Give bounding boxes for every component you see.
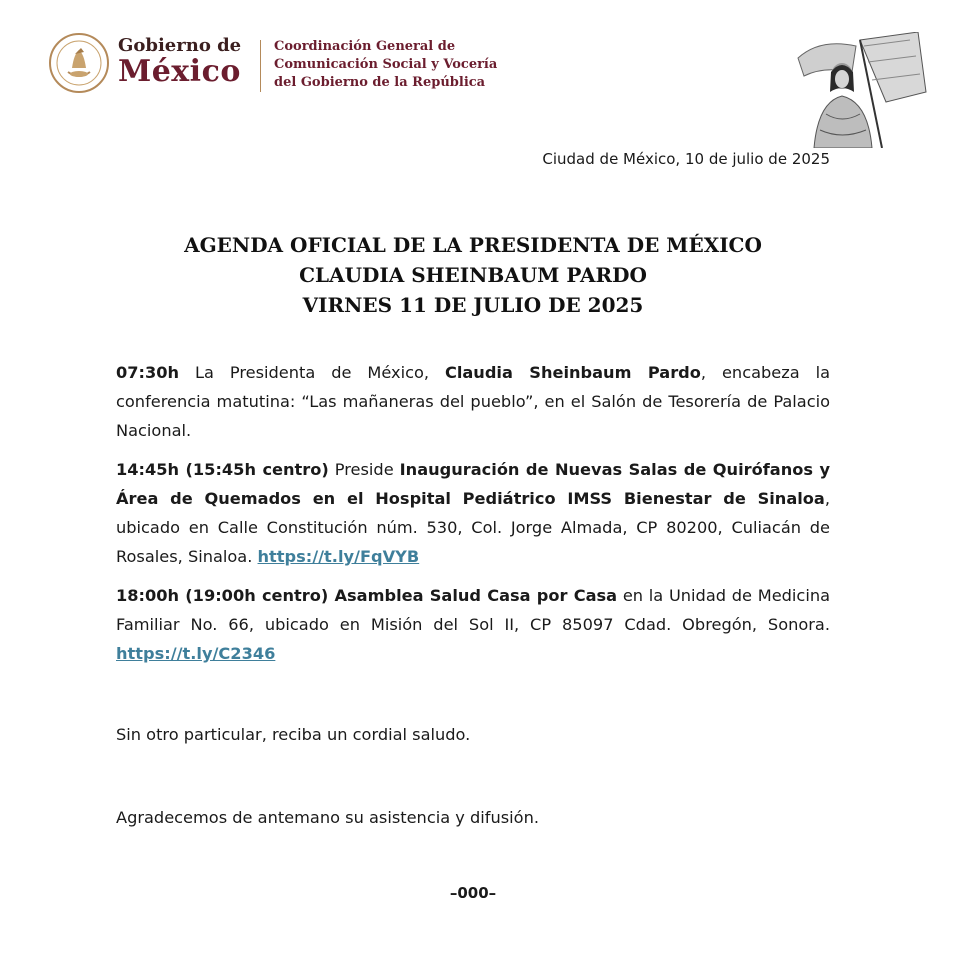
gob-line2: México: [118, 54, 241, 89]
header-divider: [260, 40, 261, 92]
event-text: La Presidenta de México,: [179, 363, 445, 382]
agenda-item: [116, 455, 830, 571]
closing-greeting: Sin otro particular, reciba un cordial saludo.: [116, 725, 471, 744]
letterhead: [48, 30, 948, 100]
heroine-flag-illustration: [790, 32, 932, 148]
agenda-body: [116, 358, 830, 678]
title-line1: AGENDA OFICIAL DE LA PRESIDENTA DE MÉXICO: [184, 233, 762, 257]
event-name: Claudia Sheinbaum Pardo: [444, 363, 701, 382]
coordination-name: [274, 38, 497, 92]
event-text: , encabeza la conferencia matutina: “Las mañaneras del pueblo”, en el Salón de Tesorería de Palacio Nacional.: [116, 363, 831, 440]
title-line2: CLAUDIA SHEINBAUM PARDO: [299, 263, 647, 287]
event-text: , ubicado en Calle Constitución núm. 530, Col. Jorge Almada, CP 80200, Culiacán de Rosales, Sinaloa.: [116, 489, 830, 566]
end-mark: –000–: [449, 884, 497, 902]
event-time: 14:45h (15:45h centro): [116, 460, 329, 479]
coord-line3: del Gobierno de la República: [274, 75, 486, 90]
event-name: Inauguración de Nuevas Salas de Quirófanos y Área de Quemados en el Hospital Pediátrico IMSS Bienestar de Sinaloa: [116, 460, 830, 508]
coat-of-arms-icon: [48, 32, 110, 94]
event-time: 18:00h (19:00h centro) Asamblea Salud Casa por Casa: [116, 586, 618, 605]
gobierno-logo: [118, 36, 241, 88]
closing-thanks: Agradecemos de antemano su asistencia y difusión.: [116, 808, 539, 827]
agenda-item: [116, 581, 830, 668]
event-text: Preside: [328, 460, 400, 479]
document-date: Ciudad de México, 10 de julio de 2025: [542, 150, 830, 168]
agenda-item: [116, 358, 830, 445]
event-map-link[interactable]: https://t.ly/C2346: [116, 644, 276, 663]
coord-line1: Coordinación General de: [274, 39, 456, 54]
document-title: [0, 230, 946, 320]
event-time: 07:30h: [116, 363, 180, 382]
title-line3: VIRNES 11 DE JULIO DE 2025: [302, 293, 644, 317]
event-map-link[interactable]: https://t.ly/FqVYB: [257, 547, 420, 566]
gob-line1: Gobierno de: [118, 35, 242, 56]
event-text: en la Unidad de Medicina Familiar No. 66, ubicado en Misión del Sol II, CP 85097 Cdad. Obregón, Sonora.: [116, 586, 831, 634]
coord-line2: Comunicación Social y Vocería: [274, 57, 498, 72]
